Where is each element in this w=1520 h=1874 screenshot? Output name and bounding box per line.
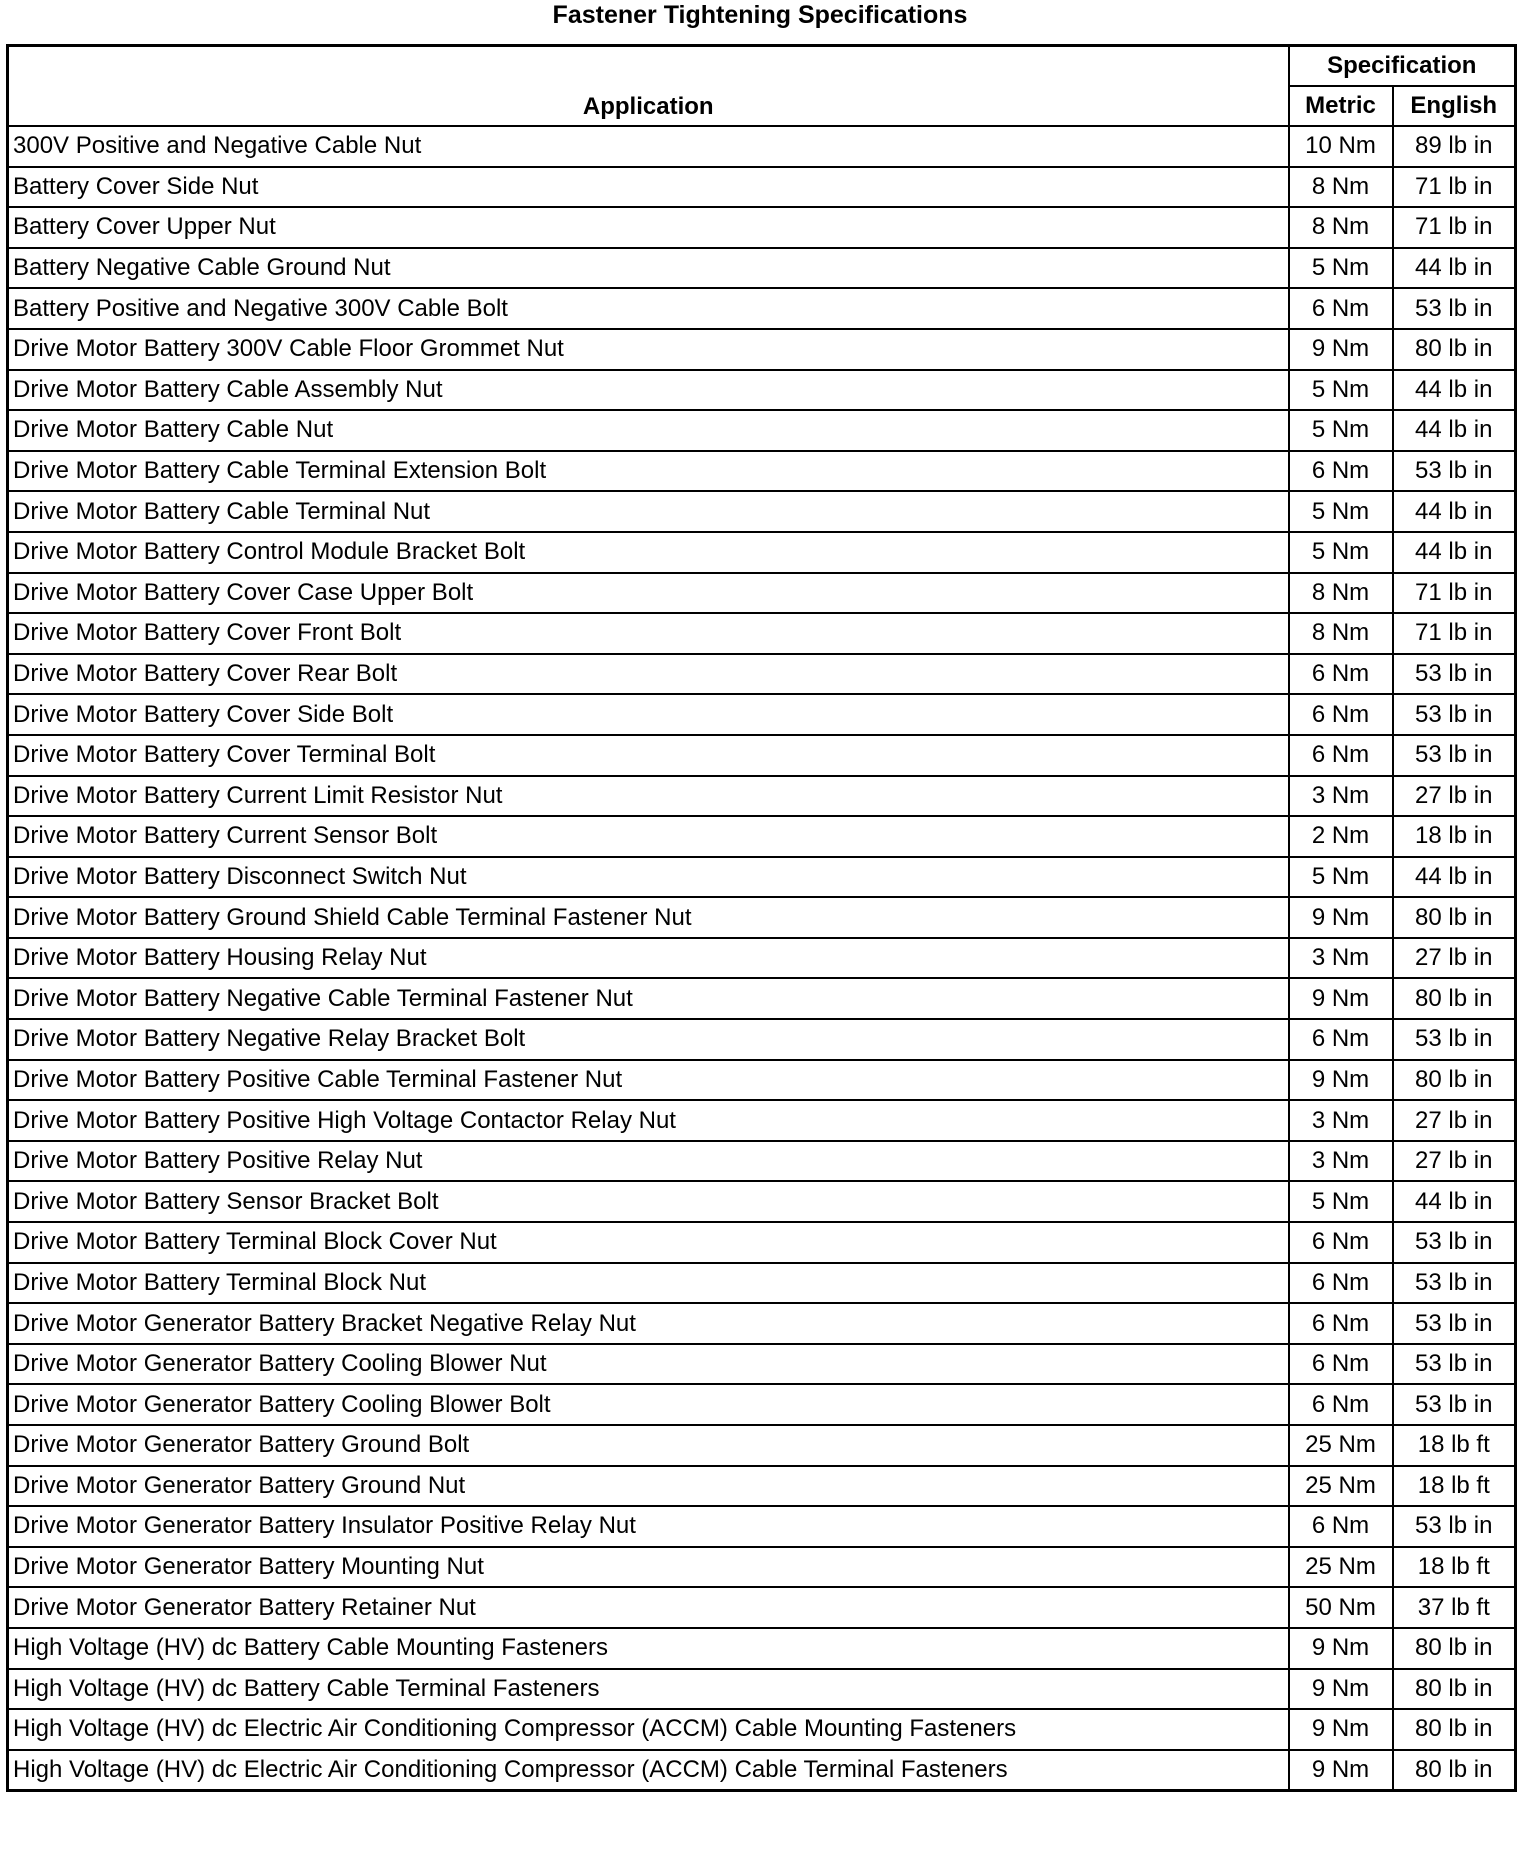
specification-column-header: Specification xyxy=(1289,46,1516,87)
application-cell: Drive Motor Generator Battery Bracket Negative Relay Nut xyxy=(8,1303,1289,1344)
english-cell: 53 lb in xyxy=(1393,735,1516,776)
metric-cell: 5 Nm xyxy=(1289,532,1393,573)
table-row xyxy=(8,1303,1516,1344)
application-cell: Drive Motor Battery Cable Terminal Nut xyxy=(8,491,1289,532)
metric-cell: 3 Nm xyxy=(1289,776,1393,817)
metric-cell: 6 Nm xyxy=(1289,1222,1393,1263)
english-cell: 44 lb in xyxy=(1393,1181,1516,1222)
metric-cell: 5 Nm xyxy=(1289,370,1393,411)
english-cell: 80 lb in xyxy=(1393,1628,1516,1669)
table-row xyxy=(8,410,1516,451)
table-row xyxy=(8,532,1516,573)
english-cell: 53 lb in xyxy=(1393,1019,1516,1060)
table-row xyxy=(8,370,1516,411)
metric-cell: 9 Nm xyxy=(1289,329,1393,370)
application-cell: High Voltage (HV) dc Battery Cable Terminal Fasteners xyxy=(8,1669,1289,1710)
application-cell: Drive Motor Battery Cover Side Bolt xyxy=(8,694,1289,735)
english-cell: 44 lb in xyxy=(1393,532,1516,573)
table-row xyxy=(8,1709,1516,1750)
metric-column-header: Metric xyxy=(1289,86,1393,126)
table-row xyxy=(8,1425,1516,1466)
application-cell: Battery Positive and Negative 300V Cable Bolt xyxy=(8,288,1289,329)
english-cell: 53 lb in xyxy=(1393,1222,1516,1263)
english-cell: 53 lb in xyxy=(1393,654,1516,695)
metric-cell: 2 Nm xyxy=(1289,816,1393,857)
application-column-header: Application xyxy=(8,46,1289,127)
application-cell: Battery Negative Cable Ground Nut xyxy=(8,248,1289,289)
table-row xyxy=(8,207,1516,248)
english-cell: 80 lb in xyxy=(1393,1750,1516,1791)
table-row xyxy=(8,1547,1516,1588)
metric-cell: 9 Nm xyxy=(1289,1669,1393,1710)
english-cell: 71 lb in xyxy=(1393,573,1516,614)
english-cell: 27 lb in xyxy=(1393,1100,1516,1141)
metric-cell: 5 Nm xyxy=(1289,857,1393,898)
metric-cell: 3 Nm xyxy=(1289,1100,1393,1141)
english-cell: 53 lb in xyxy=(1393,288,1516,329)
application-cell: Drive Motor Battery Control Module Bracket Bolt xyxy=(8,532,1289,573)
metric-cell: 5 Nm xyxy=(1289,248,1393,289)
application-cell: Battery Cover Upper Nut xyxy=(8,207,1289,248)
application-cell: Drive Motor Battery Positive Relay Nut xyxy=(8,1141,1289,1182)
table-row xyxy=(8,1750,1516,1791)
english-cell: 53 lb in xyxy=(1393,451,1516,492)
metric-cell: 6 Nm xyxy=(1289,451,1393,492)
application-cell: Battery Cover Side Nut xyxy=(8,167,1289,208)
table-row xyxy=(8,1466,1516,1507)
application-cell: Drive Motor Battery Positive Cable Terminal Fastener Nut xyxy=(8,1060,1289,1101)
metric-cell: 6 Nm xyxy=(1289,288,1393,329)
table-row xyxy=(8,248,1516,289)
table-header xyxy=(8,46,1516,127)
application-cell: High Voltage (HV) dc Electric Air Conditioning Compressor (ACCM) Cable Terminal Fasteners xyxy=(8,1750,1289,1791)
table-row xyxy=(8,1587,1516,1628)
metric-cell: 3 Nm xyxy=(1289,938,1393,979)
table-row xyxy=(8,1222,1516,1263)
metric-cell: 6 Nm xyxy=(1289,1506,1393,1547)
table-row xyxy=(8,491,1516,532)
table-row xyxy=(8,1141,1516,1182)
metric-cell: 6 Nm xyxy=(1289,735,1393,776)
metric-cell: 6 Nm xyxy=(1289,1019,1393,1060)
table-row xyxy=(8,126,1516,167)
metric-cell: 9 Nm xyxy=(1289,1060,1393,1101)
metric-cell: 8 Nm xyxy=(1289,167,1393,208)
application-cell: Drive Motor Battery Terminal Block Nut xyxy=(8,1263,1289,1304)
metric-cell: 5 Nm xyxy=(1289,410,1393,451)
english-cell: 80 lb in xyxy=(1393,1669,1516,1710)
metric-cell: 10 Nm xyxy=(1289,126,1393,167)
table-row xyxy=(8,288,1516,329)
metric-cell: 8 Nm xyxy=(1289,207,1393,248)
table-row xyxy=(8,1019,1516,1060)
application-cell: Drive Motor Battery Positive High Voltage Contactor Relay Nut xyxy=(8,1100,1289,1141)
metric-cell: 3 Nm xyxy=(1289,1141,1393,1182)
application-cell: Drive Motor Battery Negative Cable Terminal Fastener Nut xyxy=(8,978,1289,1019)
table-row xyxy=(8,1100,1516,1141)
metric-cell: 5 Nm xyxy=(1289,1181,1393,1222)
table-row xyxy=(8,1506,1516,1547)
application-cell: Drive Motor Battery Housing Relay Nut xyxy=(8,938,1289,979)
metric-cell: 6 Nm xyxy=(1289,1263,1393,1304)
english-cell: 27 lb in xyxy=(1393,1141,1516,1182)
application-cell: Drive Motor Generator Battery Insulator Positive Relay Nut xyxy=(8,1506,1289,1547)
english-cell: 80 lb in xyxy=(1393,978,1516,1019)
metric-cell: 6 Nm xyxy=(1289,1344,1393,1385)
application-cell: Drive Motor Generator Battery Cooling Blower Nut xyxy=(8,1344,1289,1385)
english-cell: 80 lb in xyxy=(1393,1060,1516,1101)
application-cell: Drive Motor Generator Battery Ground Nut xyxy=(8,1466,1289,1507)
metric-cell: 6 Nm xyxy=(1289,1384,1393,1425)
english-cell: 44 lb in xyxy=(1393,857,1516,898)
table-row xyxy=(8,654,1516,695)
english-cell: 44 lb in xyxy=(1393,491,1516,532)
metric-cell: 6 Nm xyxy=(1289,1303,1393,1344)
table-row xyxy=(8,167,1516,208)
english-cell: 44 lb in xyxy=(1393,370,1516,411)
table-row xyxy=(8,1060,1516,1101)
table-row xyxy=(8,451,1516,492)
metric-cell: 9 Nm xyxy=(1289,897,1393,938)
application-cell: Drive Motor Battery Cover Terminal Bolt xyxy=(8,735,1289,776)
application-cell: High Voltage (HV) dc Electric Air Conditioning Compressor (ACCM) Cable Mounting Fasteners xyxy=(8,1709,1289,1750)
english-cell: 18 lb ft xyxy=(1393,1547,1516,1588)
application-cell: Drive Motor Battery Terminal Block Cover Nut xyxy=(8,1222,1289,1263)
application-cell: Drive Motor Battery Disconnect Switch Nut xyxy=(8,857,1289,898)
application-cell: Drive Motor Battery Cover Front Bolt xyxy=(8,613,1289,654)
application-cell: Drive Motor Battery 300V Cable Floor Grommet Nut xyxy=(8,329,1289,370)
metric-cell: 9 Nm xyxy=(1289,1709,1393,1750)
application-cell: Drive Motor Battery Cable Nut xyxy=(8,410,1289,451)
table-row xyxy=(8,573,1516,614)
table-row xyxy=(8,938,1516,979)
page-title: Fastener Tightening Specifications xyxy=(552,1,968,29)
english-cell: 18 lb in xyxy=(1393,816,1516,857)
application-cell: Drive Motor Battery Ground Shield Cable Terminal Fastener Nut xyxy=(8,897,1289,938)
english-cell: 71 lb in xyxy=(1393,207,1516,248)
application-cell: Drive Motor Battery Cable Terminal Extension Bolt xyxy=(8,451,1289,492)
metric-cell: 8 Nm xyxy=(1289,613,1393,654)
table-row xyxy=(8,897,1516,938)
application-cell: High Voltage (HV) dc Battery Cable Mounting Fasteners xyxy=(8,1628,1289,1669)
application-cell: Drive Motor Battery Sensor Bracket Bolt xyxy=(8,1181,1289,1222)
table-row xyxy=(8,1669,1516,1710)
english-cell: 53 lb in xyxy=(1393,1384,1516,1425)
table-row xyxy=(8,1181,1516,1222)
application-cell: Drive Motor Battery Cable Assembly Nut xyxy=(8,370,1289,411)
application-cell: Drive Motor Generator Battery Cooling Blower Bolt xyxy=(8,1384,1289,1425)
english-cell: 44 lb in xyxy=(1393,248,1516,289)
table-row xyxy=(8,978,1516,1019)
table-row xyxy=(8,857,1516,898)
english-cell: 53 lb in xyxy=(1393,1303,1516,1344)
english-cell: 80 lb in xyxy=(1393,1709,1516,1750)
english-cell: 71 lb in xyxy=(1393,167,1516,208)
table-row xyxy=(8,1263,1516,1304)
english-cell: 53 lb in xyxy=(1393,1344,1516,1385)
application-cell: Drive Motor Generator Battery Ground Bolt xyxy=(8,1425,1289,1466)
application-cell: Drive Motor Generator Battery Retainer Nut xyxy=(8,1587,1289,1628)
english-cell: 89 lb in xyxy=(1393,126,1516,167)
metric-cell: 8 Nm xyxy=(1289,573,1393,614)
english-cell: 18 lb ft xyxy=(1393,1466,1516,1507)
table-row xyxy=(8,694,1516,735)
english-cell: 53 lb in xyxy=(1393,1506,1516,1547)
english-cell: 27 lb in xyxy=(1393,776,1516,817)
metric-cell: 9 Nm xyxy=(1289,1628,1393,1669)
english-cell: 80 lb in xyxy=(1393,897,1516,938)
table-row xyxy=(8,613,1516,654)
application-cell: Drive Motor Battery Current Limit Resistor Nut xyxy=(8,776,1289,817)
application-cell: Drive Motor Battery Negative Relay Bracket Bolt xyxy=(8,1019,1289,1060)
metric-cell: 6 Nm xyxy=(1289,694,1393,735)
metric-cell: 25 Nm xyxy=(1289,1425,1393,1466)
fastener-spec-table xyxy=(6,44,1517,1792)
metric-cell: 5 Nm xyxy=(1289,491,1393,532)
english-cell: 53 lb in xyxy=(1393,1263,1516,1304)
english-cell: 37 lb ft xyxy=(1393,1587,1516,1628)
metric-cell: 9 Nm xyxy=(1289,1750,1393,1791)
table-row xyxy=(8,1628,1516,1669)
metric-cell: 25 Nm xyxy=(1289,1547,1393,1588)
english-cell: 44 lb in xyxy=(1393,410,1516,451)
table-row xyxy=(8,776,1516,817)
english-cell: 18 lb ft xyxy=(1393,1425,1516,1466)
table-body xyxy=(8,126,1516,1791)
application-cell: 300V Positive and Negative Cable Nut xyxy=(8,126,1289,167)
table-row xyxy=(8,735,1516,776)
english-cell: 27 lb in xyxy=(1393,938,1516,979)
application-cell: Drive Motor Battery Current Sensor Bolt xyxy=(8,816,1289,857)
metric-cell: 50 Nm xyxy=(1289,1587,1393,1628)
table-row xyxy=(8,816,1516,857)
metric-cell: 25 Nm xyxy=(1289,1466,1393,1507)
table-row xyxy=(8,1344,1516,1385)
application-cell: Drive Motor Battery Cover Rear Bolt xyxy=(8,654,1289,695)
application-cell: Drive Motor Generator Battery Mounting Nut xyxy=(8,1547,1289,1588)
application-cell: Drive Motor Battery Cover Case Upper Bolt xyxy=(8,573,1289,614)
english-column-header: English xyxy=(1393,86,1516,126)
table-row xyxy=(8,1384,1516,1425)
table-row xyxy=(8,329,1516,370)
metric-cell: 6 Nm xyxy=(1289,654,1393,695)
metric-cell: 9 Nm xyxy=(1289,978,1393,1019)
english-cell: 53 lb in xyxy=(1393,694,1516,735)
english-cell: 80 lb in xyxy=(1393,329,1516,370)
english-cell: 71 lb in xyxy=(1393,613,1516,654)
